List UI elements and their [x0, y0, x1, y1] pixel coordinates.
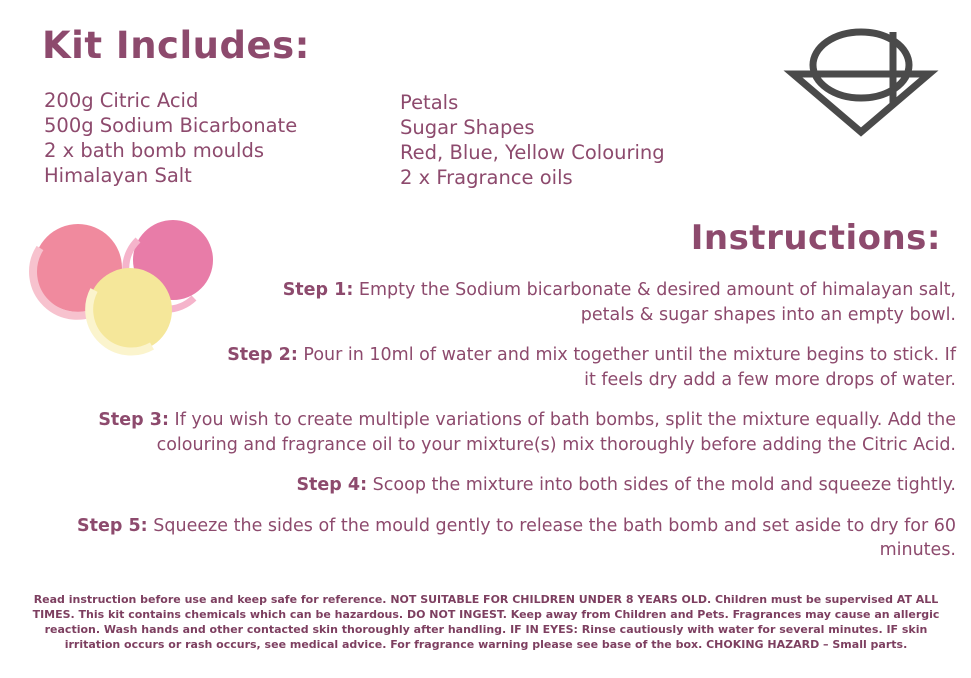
- safety-warning-text: Read instruction before use and keep safe for reference. NOT SUITABLE FOR CHILDREN UNDER 8 YEARS OLD. Children must be supervised AT ALL TIMES. This kit contains chemicals which can be hazardous. DO NOT INGEST. Keep away from Children and Pets. Fragrances may cause an allergic reaction. Wash hands and other contacted skin thoroughly after handling. IF IN EYES: Rinse cautiously with water for several minutes. IF skin irritation occurs or rash occurs, see medical advice. For fragrance warning please see base of the box. CHOKING HAZARD – Small parts.: [32, 593, 940, 651]
- kit-item: 2 x Fragrance oils: [400, 166, 573, 189]
- instructions-title: Instructions:: [690, 218, 941, 258]
- step-text: Empty the Sodium bicarbonate & desired amount of himalayan salt, petals & sugar shapes into an empty bowl.: [358, 280, 956, 325]
- step-label: Step 1:: [282, 280, 354, 300]
- instruction-step: [20, 278, 956, 327]
- kit-includes-column-2: [400, 90, 665, 190]
- instruction-step: [20, 343, 956, 392]
- kit-item: 200g Citric Acid: [44, 89, 199, 112]
- kit-item: 500g Sodium Bicarbonate: [44, 114, 298, 137]
- kit-item: Himalayan Salt: [44, 164, 192, 187]
- kit-includes-column-1: [44, 88, 297, 188]
- step-label: Step 3:: [98, 410, 169, 430]
- step-label: Step 5:: [77, 515, 148, 536]
- step-label: Step 4:: [296, 475, 368, 495]
- step-text: Pour in 10ml of water and mix together until the mixture begins to stick. If it feels dry add a few more drops of water.: [303, 345, 956, 390]
- instruction-steps: [20, 278, 956, 563]
- kit-item: Sugar Shapes: [400, 116, 535, 139]
- instruction-step: [20, 473, 956, 498]
- brand-logo-icon: [781, 20, 941, 140]
- step-text: Scoop the mixture into both sides of the mold and squeeze tightly.: [372, 475, 956, 495]
- kit-item: 2 x bath bomb moulds: [44, 139, 264, 162]
- step-label: Step 2:: [227, 345, 298, 365]
- step-text: If you wish to create multiple variations of bath bombs, split the mixture equally. Add the colouring and fragrance oil to your mixture(s) mix thoroughly before adding the Citric Acid.: [156, 410, 956, 455]
- instruction-step: [20, 514, 956, 563]
- step-text: Squeeze the sides of the mould gently to release the bath bomb and set aside to dry for 60 minutes.: [153, 515, 956, 560]
- instruction-step: [20, 408, 956, 457]
- kit-item: Petals: [400, 91, 459, 114]
- kit-item: Red, Blue, Yellow Colouring: [400, 141, 665, 164]
- kit-includes-title: Kit Includes:: [42, 24, 310, 67]
